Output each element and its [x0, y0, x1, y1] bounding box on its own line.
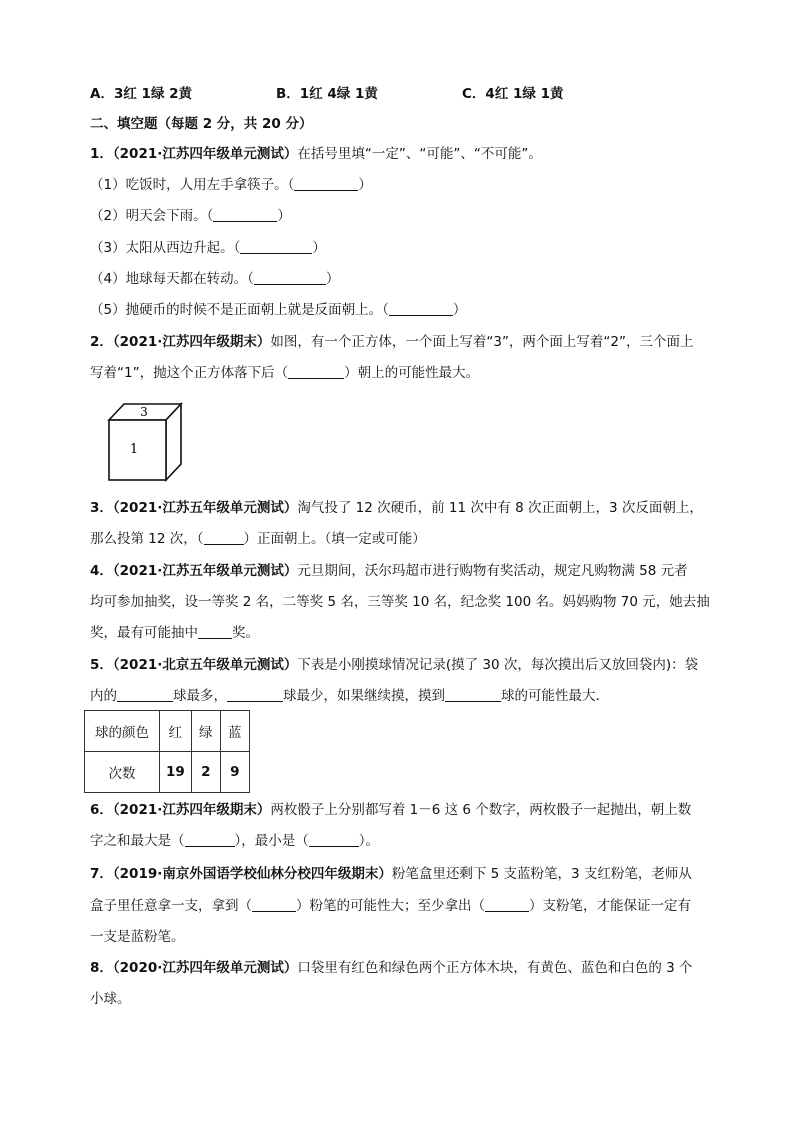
answer-blank[interactable] — [117, 687, 173, 702]
question-3-line-2: 那么投第 12 次，（ ）正面朝上。（填一定或可能） — [90, 531, 426, 547]
answer-blank[interactable] — [294, 176, 358, 191]
answer-blank[interactable] — [309, 832, 359, 847]
answer-blank[interactable] — [485, 897, 529, 912]
table-cell: 蓝 — [220, 711, 249, 752]
question-7: 7．（2019·南京外国语学校仙林分校四年级期末）粉笔盒里还剩下 5 支蓝粉笔，3 支红粉笔，老师从 — [90, 866, 692, 882]
q1-item-2: （2）明天会下雨。（ ） — [90, 208, 291, 224]
question-6-line-2: 字之和最大是（ ），最小是（ ）。 — [90, 833, 379, 849]
question-5: 5．（2021·北京五年级单元测试）下表是小刚摸球情况记录(摸了 30 次，每次摸出后又放回袋内)：袋 — [90, 657, 699, 673]
question-8: 8．（2020·江苏四年级单元测试）口袋里有红色和绿色两个正方体木块，有黄色、蓝色和白色的 3 个 — [90, 960, 693, 976]
cube-figure — [104, 400, 188, 484]
cube-front-label: 1 — [129, 442, 139, 457]
table-cell: 红 — [160, 711, 192, 752]
q1-item-4: （4）地球每天都在转动。（ ） — [90, 271, 340, 287]
table-cell: 球的颜色 — [85, 711, 160, 752]
section-title: 二、填空题（每题 2 分，共 20 分） — [90, 116, 313, 132]
answer-blank[interactable] — [227, 687, 283, 702]
q1-item-1: （1）吃饭时，人用左手拿筷子。（ ） — [90, 177, 372, 193]
question-8-line-2: 小球。 — [90, 991, 131, 1007]
question-1: 1．（2021·江苏四年级单元测试）在括号里填“一定”、“可能”、“不可能”。 — [90, 146, 542, 162]
question-7-line-2: 盒子里任意拿一支，拿到（ ）粉笔的可能性大；至少拿出（ ）支粉笔，才能保证一定有 — [90, 898, 691, 914]
answer-blank[interactable] — [240, 239, 312, 254]
question-6: 6．（2021·江苏四年级期末）两枚骰子上分别都写着 1－6 这 6 个数字，两枚骰子一起抛出，朝上数 — [90, 802, 692, 818]
answer-blank[interactable] — [288, 364, 344, 379]
answer-blank[interactable] — [445, 687, 501, 702]
answer-blank[interactable] — [213, 207, 277, 222]
option-a: A．3红 1绿 2黄 — [90, 86, 193, 102]
q1-item-5: （5）抛硬币的时候不是正面朝上就是反面朝上。（ ） — [90, 302, 467, 318]
cube-top-label: 3 — [140, 405, 148, 419]
q1-item-3: （3）太阳从西边升起。（ ） — [90, 240, 326, 256]
answer-blank[interactable] — [204, 530, 244, 545]
answer-blank[interactable] — [198, 624, 232, 639]
question-4-line-2: 均可参加抽奖，设一等奖 2 名，二等奖 5 名，三等奖 10 名，纪念奖 100 名。妈妈购物 70 元，她去抽 — [90, 594, 710, 610]
table-cell: 2 — [191, 752, 220, 793]
table-row — [85, 711, 250, 752]
question-5-line-2: 内的 球最多， 球最少，如果继续摸，摸到 球的可能性最大． — [90, 688, 609, 704]
question-7-line-3: 一支是蓝粉笔。 — [90, 929, 185, 945]
table-cell: 19 — [160, 752, 192, 793]
ball-record-table — [84, 710, 250, 793]
answer-blank[interactable] — [254, 270, 326, 285]
question-4-line-3: 奖，最有可能抽中 奖。 — [90, 625, 259, 641]
answer-blank[interactable] — [252, 897, 296, 912]
option-c: C．4红 1绿 1黄 — [462, 86, 564, 102]
question-2-line-2: 写着“1”，抛这个正方体落下后（ ）朝上的可能性最大。 — [90, 365, 480, 381]
answer-blank[interactable] — [185, 832, 235, 847]
table-cell: 次数 — [85, 752, 160, 793]
table-cell: 绿 — [191, 711, 220, 752]
question-4: 4．（2021·江苏五年级单元测试）元旦期间，沃尔玛超市进行购物有奖活动，规定凡购物满 58 元者 — [90, 563, 688, 579]
option-b: B．1红 4绿 1黄 — [276, 86, 378, 102]
table-cell: 9 — [220, 752, 249, 793]
answer-blank[interactable] — [389, 301, 453, 316]
question-3: 3．（2021·江苏五年级单元测试）淘气投了 12 次硬币，前 11 次中有 8 次正面朝上，3 次反面朝上， — [90, 500, 703, 516]
question-2: 2．（2021·江苏四年级期末）如图，有一个正方体，一个面上写着“3”，两个面上写着“2”，三个面上 — [90, 334, 694, 350]
table-row — [85, 752, 250, 793]
